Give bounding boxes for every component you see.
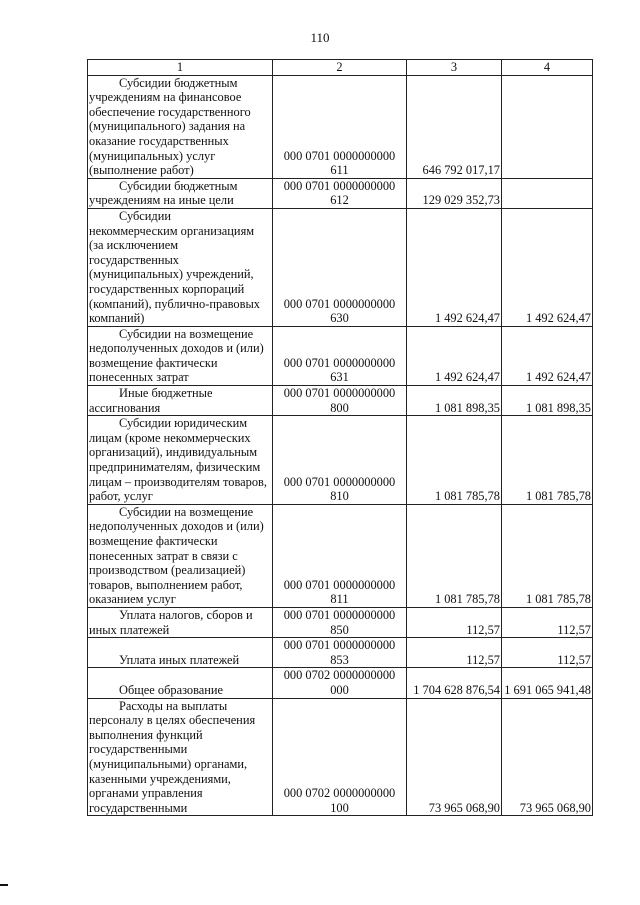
column-header-4: 4 xyxy=(502,60,593,76)
page-number: 110 xyxy=(310,30,330,45)
description-first-line: Субсидии на возмещение xyxy=(119,326,254,341)
description-text: учреждениям на финансовое обеспечение государственного (муниципального) задания на оказание государственных (муниципальных) услуг (выполнение работ) xyxy=(89,90,251,178)
code-classifier: 000 0701 0000000000 xyxy=(283,474,396,489)
row-code xyxy=(273,326,407,385)
description-text: некоммерческим организациям (за исключением государственных (муниципальных) учреждений, государственных корпораций (компаний), публично-правовых компаний) xyxy=(89,223,260,326)
code-classifier: 000 0701 0000000000 xyxy=(283,607,396,622)
description-first-line: Расходы на выплаты xyxy=(119,698,228,713)
table-row xyxy=(88,638,593,668)
description-first-line: Общее образование xyxy=(119,682,224,697)
description-first-line: Субсидии бюджетным xyxy=(119,178,238,193)
description-text: лицам (кроме некоммерческих организаций), индивидуальным предпринимателям, физическим лицам – производителям товаров, работ, услуг xyxy=(89,430,267,504)
description-text: персоналу в целях обеспечения выполнения функций государственными (муниципальными) органами, казенными учреждениями, органами управления государственными xyxy=(89,713,256,815)
code-expense-type: 000 xyxy=(330,682,349,697)
row-code xyxy=(273,698,407,816)
row-description xyxy=(88,386,273,416)
description-text: ассигнования xyxy=(89,400,161,415)
amount-column-4: 1 081 898,35 xyxy=(502,386,593,416)
description-text: недополученных доходов и (или) возмещение фактически понесенных затрат в связи с производством (реализацией) товаров, выполнением работ, оказанием услуг xyxy=(89,519,264,607)
description-first-line: Субсидии юридическим xyxy=(119,416,248,431)
code-expense-type: 630 xyxy=(330,311,349,326)
code-classifier: 000 0701 0000000000 xyxy=(283,178,396,193)
amount-column-3: 1 081 898,35 xyxy=(407,386,502,416)
amount-column-4: 1 691 065 941,48 xyxy=(502,668,593,698)
amount-column-4: 1 081 785,78 xyxy=(502,504,593,607)
description-first-line: Уплата иных платежей xyxy=(119,652,240,667)
margin-mark xyxy=(0,884,8,886)
row-code xyxy=(273,75,407,178)
row-code xyxy=(273,386,407,416)
amount-column-3: 1 081 785,78 xyxy=(407,504,502,607)
column-header-2: 2 xyxy=(273,60,407,76)
code-classifier: 000 0701 0000000000 xyxy=(283,355,396,370)
amount-column-3: 112,57 xyxy=(407,638,502,668)
description-first-line: Субсидии бюджетным xyxy=(119,75,238,90)
amount-column-4: 1 492 624,47 xyxy=(502,326,593,385)
code-expense-type: 811 xyxy=(330,592,349,607)
row-code xyxy=(273,178,407,208)
amount-column-3: 1 492 624,47 xyxy=(407,208,502,326)
row-description xyxy=(88,607,273,637)
amount-column-4: 1 081 785,78 xyxy=(502,416,593,505)
description-text: недополученных доходов и (или) возмещение фактически понесенных затрат xyxy=(89,341,264,385)
row-description xyxy=(88,416,273,505)
description-text: учреждениям на иные цели xyxy=(89,193,234,208)
table-row xyxy=(88,208,593,326)
amount-column-3: 1 081 785,78 xyxy=(407,416,502,505)
amount-column-4 xyxy=(502,75,593,178)
amount-column-4: 112,57 xyxy=(502,607,593,637)
code-classifier: 000 0702 0000000000 xyxy=(283,668,396,683)
row-code xyxy=(273,607,407,637)
amount-column-3: 1 492 624,47 xyxy=(407,326,502,385)
code-expense-type: 631 xyxy=(330,370,349,385)
table-row xyxy=(88,178,593,208)
code-expense-type: 100 xyxy=(330,800,349,815)
code-classifier: 000 0701 0000000000 xyxy=(283,638,396,653)
table-row xyxy=(88,504,593,607)
column-header-1: 1 xyxy=(88,60,273,76)
description-first-line: Иные бюджетные xyxy=(119,386,213,401)
code-classifier: 000 0701 0000000000 xyxy=(283,148,396,163)
table-header-row xyxy=(88,60,593,76)
description-first-line: Уплата налогов, сборов и xyxy=(119,607,253,622)
column-header-3: 3 xyxy=(407,60,502,76)
amount-column-4: 1 492 624,47 xyxy=(502,208,593,326)
amount-column-4 xyxy=(502,178,593,208)
row-description xyxy=(88,504,273,607)
code-classifier: 000 0701 0000000000 xyxy=(283,296,396,311)
code-expense-type: 612 xyxy=(330,193,349,208)
row-code xyxy=(273,668,407,698)
row-description xyxy=(88,326,273,385)
amount-column-3: 73 965 068,90 xyxy=(407,698,502,816)
table-row xyxy=(88,386,593,416)
code-expense-type: 611 xyxy=(330,163,349,178)
amount-column-4: 73 965 068,90 xyxy=(502,698,593,816)
code-classifier: 000 0701 0000000000 xyxy=(283,386,396,401)
budget-table xyxy=(87,59,593,816)
row-description xyxy=(88,178,273,208)
code-expense-type: 850 xyxy=(330,622,349,637)
row-code xyxy=(273,416,407,505)
row-description xyxy=(88,698,273,816)
amount-column-3: 129 029 352,73 xyxy=(407,178,502,208)
code-classifier: 000 0702 0000000000 xyxy=(283,786,396,801)
row-code xyxy=(273,638,407,668)
row-description xyxy=(88,75,273,178)
row-code xyxy=(273,504,407,607)
description-first-line: Субсидии на возмещение xyxy=(119,504,254,519)
table-row xyxy=(88,607,593,637)
code-expense-type: 800 xyxy=(330,400,349,415)
amount-column-3: 1 704 628 876,54 xyxy=(407,668,502,698)
code-expense-type: 810 xyxy=(330,489,349,504)
row-description xyxy=(88,208,273,326)
code-classifier: 000 0701 0000000000 xyxy=(283,577,396,592)
amount-column-3: 112,57 xyxy=(407,607,502,637)
code-expense-type: 853 xyxy=(330,652,349,667)
description-first-line: Субсидии xyxy=(119,208,171,223)
table-row xyxy=(88,668,593,698)
table-row xyxy=(88,75,593,178)
description-text: иных платежей xyxy=(89,622,170,637)
amount-column-4: 112,57 xyxy=(502,638,593,668)
row-description xyxy=(88,668,273,698)
row-description xyxy=(88,638,273,668)
table-row xyxy=(88,698,593,816)
table-row xyxy=(88,326,593,385)
amount-column-3: 646 792 017,17 xyxy=(407,75,502,178)
row-code xyxy=(273,208,407,326)
table-row xyxy=(88,416,593,505)
